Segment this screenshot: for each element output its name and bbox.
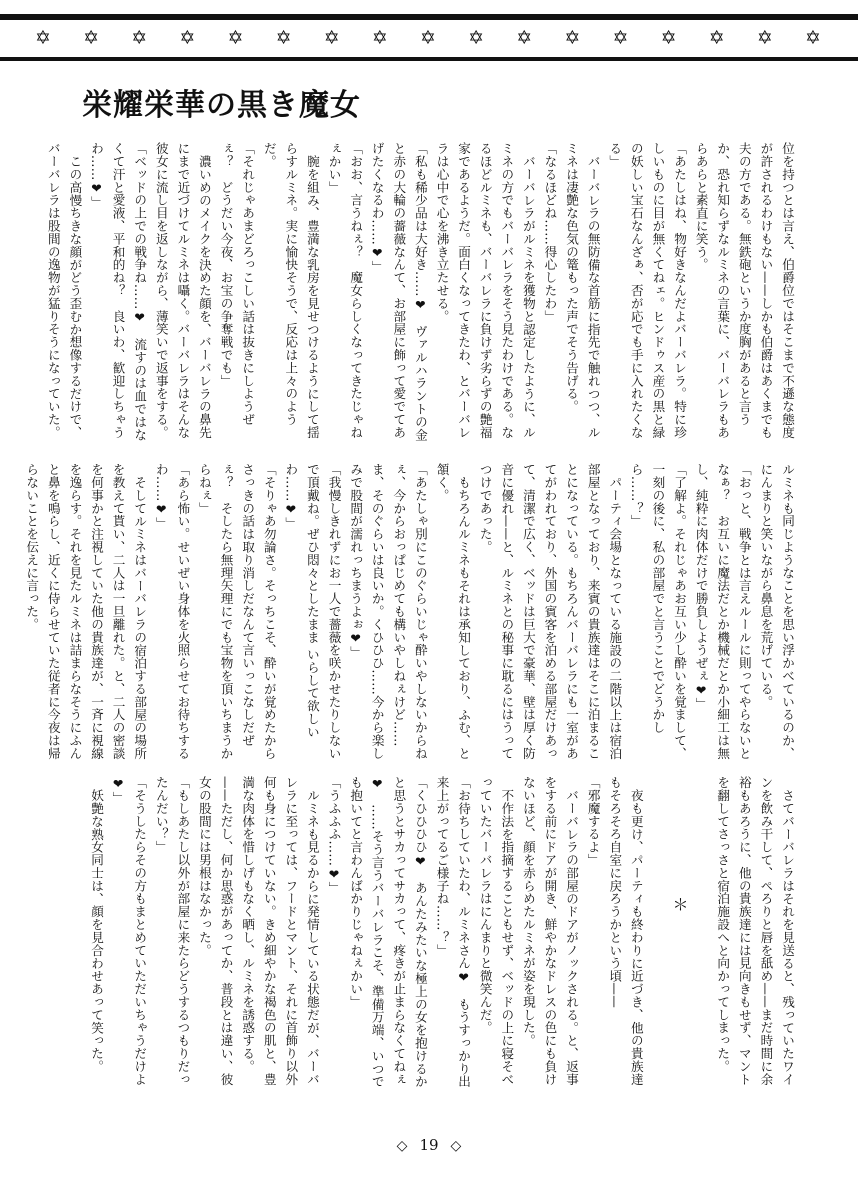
star-of-david-icon: ✡ [371,27,388,49]
diamond-left-icon: ◇ [396,1138,408,1154]
body-paragraph: この高慢ちきな顔がどう歪むか想像するだけで、バーバレラは股間の逸物が猛りそうになっていた。 [45,142,83,439]
body-paragraph: バーバレラの部屋のドアがノックされる。と、返事をする前にドアが開き、鮮やかなドレスの色にも負けないほど、顔を赤らめたルミネが姿を現した。 [520,776,580,1086]
body-paragraph: 「もしあたし以外が部屋に来たらどうするつもりだったんだい？」 [153,776,191,1086]
star-of-david-icon: ✡ [468,27,485,49]
body-paragraph: 不作法を指摘することもせず、ベッドの上に寝そべっていたバーバレラはにんまりと微笑んだ。 [477,776,515,1086]
body-paragraph: 「それじゃあまどろっこしい話は抜きにしようぜぇ？ どうだい今夜、お宝の争奪戦でも」 [218,142,256,426]
star-of-david-icon: ✡ [179,27,196,49]
star-of-david-icon: ✡ [564,27,581,49]
blank-line [690,776,712,1092]
body-paragraph: 「我慢しきれずにお一人で薔薇を咲かせたりしないで頂戴ね。ぜひ悶々としたまま いらして欲しいわ……❤」 [283,463,342,760]
header-star-band [0,21,858,57]
body-paragraph: ルミネも同じようなことを思い浮かべているのか、にんまりと笑いながら鼻息を荒げている。 [758,463,795,760]
body-paragraph: 「おっと、戦争とは言えルールに則ってやらないとなぁ？ お互いに魔法だとか機械だとか小細工は無し、純粋に肉体だけで勝負しようぜぇ❤」 [693,463,752,760]
body-paragraph: さてバーバレラはそれを見送ると、残っていたワインを飲み干して、ぺろりと唇を舐め——まだ時間に余裕もあろうに、他の貴族達には見向きもせず、マントを翻してさっさと宿泊施設へと向かってしまった。 [715,776,795,1086]
body-paragraph: 位を持つとは言え、伯爵位ではそこまで不遜な態度が許されるわけもない——しかも伯爵はあくまでも夫の方である。無鉄砲というか度胸があると言うか、恐れ知らずなルミネの言葉に、バーバレラもあらあらと素直に笑う。 [693,142,795,439]
page-number [0,1136,858,1154]
body-paragraph: 「なるほどね……得心したわ」 [542,142,558,323]
star-of-david-icon: ✡ [227,27,244,49]
header-top-rule [0,14,858,20]
section-break-asterisk: ＊ [670,896,690,913]
body-paragraph: 「くひひひひ❤ あんたみたいな極上の女を抱けるかと思うとサカってサカって、疼きが止まらなくてねぇ❤ ……そう言うバーバレラこそ、準備万端、いつでも抱いてと言わんばかりじゃねぇかい」 [348,776,428,1088]
body-paragraph: 濃いめのメイクを決めた顔を、バーバレラの鼻先にまで近づけてルミネは囁く。バーバレラはそんな彼女に流し目を返しながら、薄笑いで返事をする。 [153,142,212,439]
body-paragraph: 「了解よ。それじゃあお互い少し酔いを覚まして、一刻の後に、私の部屋でと言うことでどうかしら……？」 [628,463,688,760]
body-paragraph: 腕を組み、豊満な乳房を見せつけるようにして揺らすルミネ。実に愉快そうで、反応は上々のようだ。 [261,142,320,439]
body-paragraph: バーバレラの無防備な首筋に指先で触れつつ、ルミネは凄艶な色気の篭もった声でそう告げる。 [564,142,601,439]
body-paragraph: 「私も稀少品は大好き……❤ ヴァルハラントの金と赤の大輪の薔薇なんて、お部屋に飾って愛でてあげたくなるわ……❤」 [369,142,428,442]
body-paragraph: 「ベッドの上での戦争ね……❤ 流すのは血ではなくて汗と愛液、平和的ね？ 良いわ、歓迎しちゃうわ……❤」 [89,142,148,442]
header-bottom-rule [0,57,858,61]
star-of-david-icon: ✡ [83,27,100,49]
star-of-david-icon: ✡ [660,27,677,49]
star-of-david-icon: ✡ [275,27,292,49]
body-paragraph: 「邪魔するよ」 [585,776,601,867]
body-paragraph: 「お待ちしていたわ、ルミネさん❤ もうすっかり出来上がってるご様子ね……？」 [434,776,472,1088]
body-paragraph: パーティ会場となっている施設の二階以上は宿泊部屋となっており、来賓の貴族達はそこに泊まることになっている。もちろんバーバレラにも一室があてがわれており、外国の賓客を泊める部屋だけあって、清潔で広く、ベッドは巨大で豪華、壁は厚く防音に優れ——と、ルミネとの秘事に耽るにはうってつけであった。 [477,463,623,760]
chapter-title: 栄耀栄華の黒き魔女 [82,88,361,123]
star-of-david-icon: ✡ [420,27,436,49]
star-of-david-icon: ✡ [756,27,773,49]
body-paragraph: 「あら怖い。せいぜい身体を火照らせてお待ちするわ……❤」 [153,463,191,760]
star-of-david-icon: ✡ [131,27,148,49]
body-paragraph: 「おお、言うねぇ？ 魔女らしくなってきたじゃねぇかい」 [326,142,364,439]
star-of-david-icon: ✡ [516,27,533,49]
star-of-david-icon: ✡ [35,27,51,49]
body-paragraph: 「そうしたらその方もまとめていただいちゃうだけよ❤」 [110,776,148,1086]
star-of-david-icon: ✡ [323,27,340,49]
star-of-david-icon: ✡ [708,27,725,49]
text-block-middle [24,463,798,763]
body-paragraph: 「そりゃあ勿論さ。そっちこそ、酔いが覚めたからさっきの話は取り消しだなんて言いっこなしだぜぇ？ そしたら無理矢理にでも宝物を頂いちまうからねぇ」 [196,463,277,760]
blank-line [647,776,669,1092]
diamond-right-icon: ◇ [450,1138,462,1154]
text-block-upper [45,142,798,447]
body-paragraph: 夜も更け、パーティも終わりに近づき、他の貴族達もそろそろ自室に戻ろうかという頃—— [607,776,644,1086]
body-paragraph: 妖艶な熟女同士は、顔を見合わせあって笑った。 [89,788,104,1073]
body-paragraph: そしてルミネはバーバレラの宿泊する部屋の場所を教えて貰い、二人は一旦離れた。と、二人の密談を何事かと注視していた他の貴族達が、一斉に視線を逸らす。それを見たルミネは詰まらなそうにふんと鼻を鳴らし、近くに侍らせていた従者に今夜は帰らないことを伝えに言った。 [24,463,148,760]
body-paragraph: ルミネも見るからに発情している状態だが、バーバレラに至っては、フードとマント、それに首飾り以外何も身につけていない。きめ細やかな褐色の肌と、豊満な肉体を惜しげもなく晒し、ルミネを誘惑する。——ただし、何か思惑があってか、普段とは違い、彼女の股間には男根はなかった。 [196,776,320,1086]
body-paragraph: もちろんルミネもそれは承知しており、ふむ、と頷く。 [434,463,472,760]
body-paragraph: 「あたしはね、物好きなんだよバーバレラ。特に珍しいものに目が無くてねェ。ヒンドゥス産の黒と緑の妖しい宝石なんざぁ、否が応でも手に入れたくなる」 [607,142,688,439]
body-paragraph: バーバレラがルミネを獲物と認定したように、ルミネの方でもバーバレラをそう見たわけである。なるほどルミネも、バーバレラに負けず劣らずの艶福家であるようだ。面白くなってきたわ、とバーバレラは心中で心を沸き立たせる。 [434,142,536,439]
body-paragraph: 「うふふふ……❤」 [326,776,342,895]
page-number-value: 19 [419,1136,439,1154]
body-paragraph: 「あたしゃ別にこのぐらいじゃ酔いやしないからねぇ、今からおっぱじめても構いやしねぇけど……ま、そのぐらいは良いか。くひひひ……今から楽しみで股間が濡れっちまうよぉ❤」 [348,463,428,760]
star-of-david-icon: ✡ [612,27,629,49]
text-block-lower [89,776,798,1092]
star-of-david-icon: ✡ [805,27,821,49]
